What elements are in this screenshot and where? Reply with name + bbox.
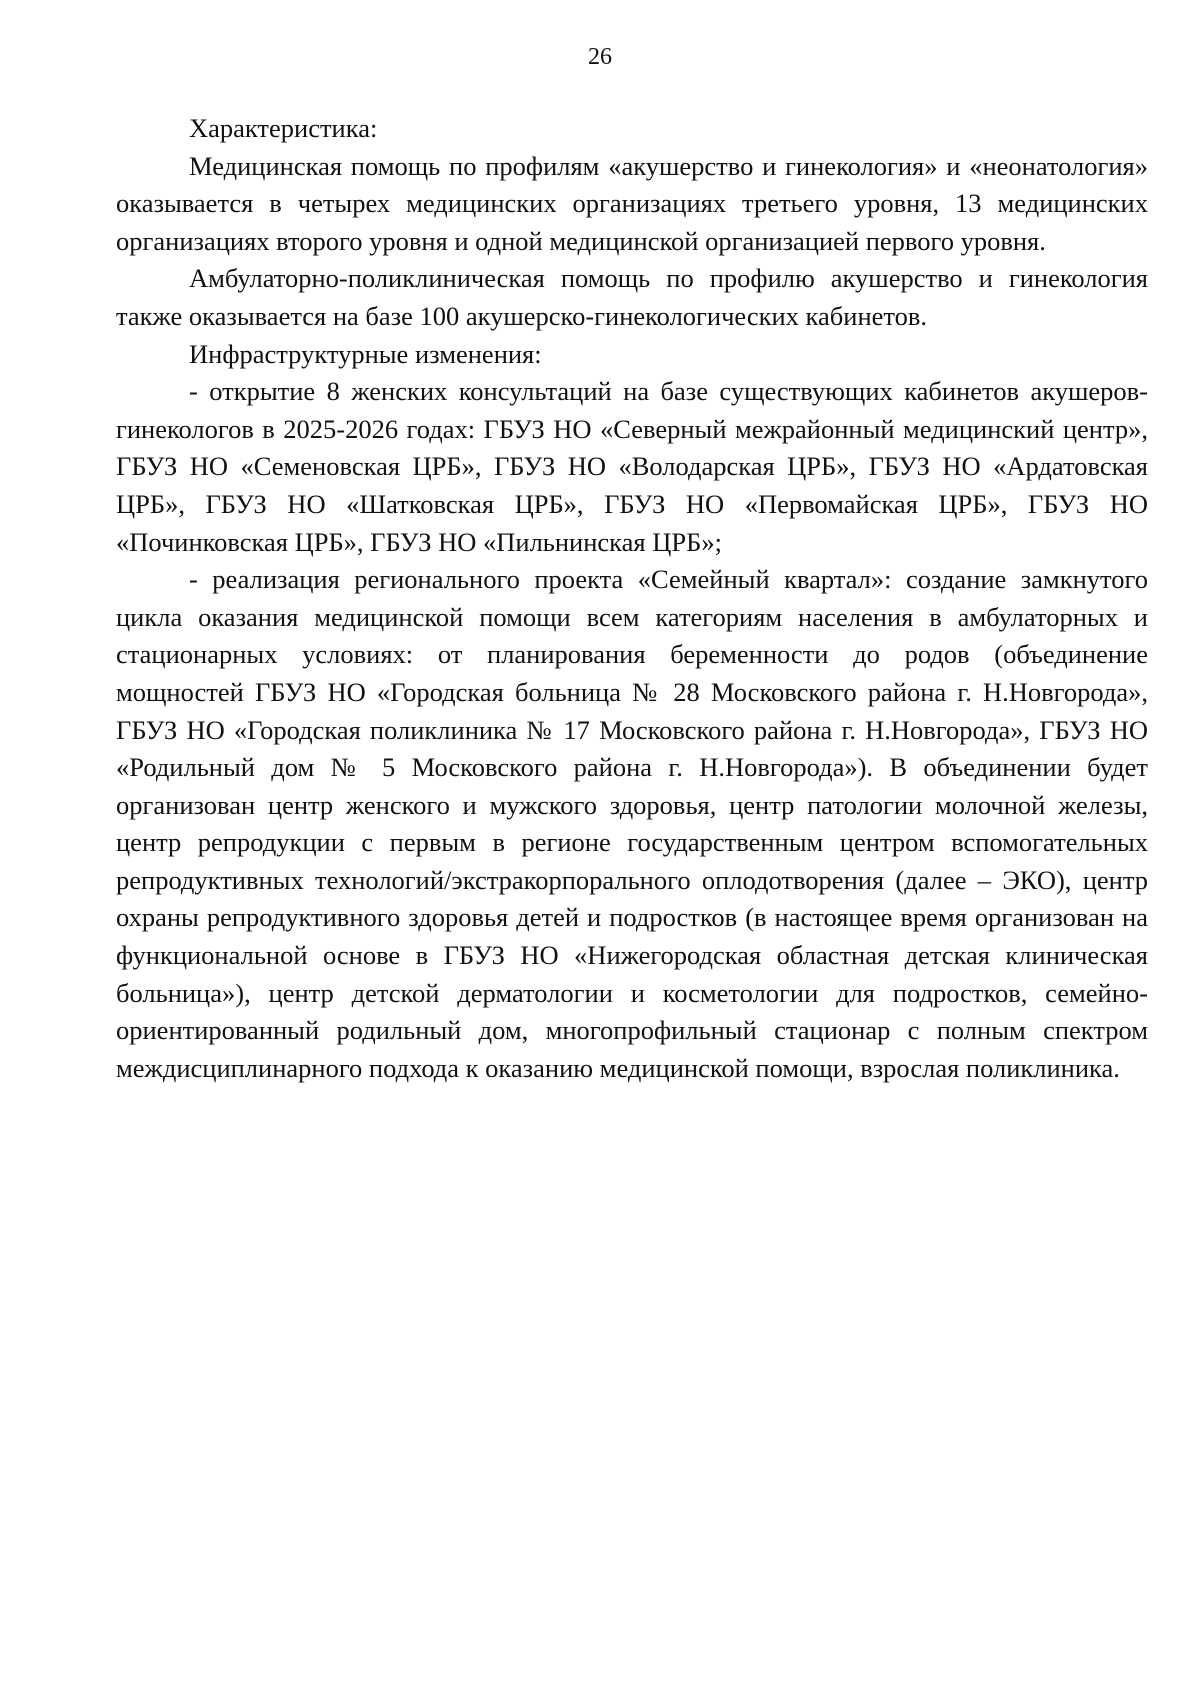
paragraph-characteristic-heading: Характеристика: (189, 113, 378, 143)
paragraph-women-consultations: - открытие 8 женских консультаций на базе существующих кабинетов акушеров-гинекологов в 2025-2026 годах: ГБУЗ НО «Северный межрайонный медицинский центр», ГБУЗ НО «Семеновская ЦРБ», ГБУЗ НО «Володарская ЦРБ», ГБУЗ НО «Ардатовская ЦРБ», ГБУЗ НО «Шатковская ЦРБ», ГБУЗ НО «Первомайская ЦРБ», ГБУЗ НО «Починковская ЦРБ», ГБУЗ НО «Пильнинская ЦРБ»; (116, 376, 1148, 557)
paragraph-family-quarter-project: - реализация регионального проекта «Семейный квартал»: создание замкнутого цикла оказания медицинской помощи всем категориям населения в амбулаторных и стационарных условиях: от планирования беременности до родов (объединение мощностей ГБУЗ НО «Городская больница № 28 Московского района г. Н.Новгорода», ГБУЗ НО «Городская поликлиника № 17 Московского района г. Н.Новгорода», ГБУЗ НО «Родильный дом № 5 Московского района г. Н.Новгорода»). В объединении будет организован центр женского и мужского здоровья, центр патологии молочной железы, центр репродукции с первым в регионе государственным центром вспомогательных репродуктивных технологий/экстракорпорального оплодотворения (далее – ЭКО), центр охраны репродуктивного здоровья детей и подростков (в настоящее время организован на функциональной основе в ГБУЗ НО «Нижегородская областная детская клиническая больница»), центр детской дерматологии и косметологии для подростков, семейно-ориентированный родильный дом, многопрофильный стационар с полным спектром междисциплинарного подхода к оказанию медицинской помощи, взрослая поликлиника. (116, 564, 1148, 1083)
paragraph-infrastructure-heading: Инфраструктурные изменения: (189, 338, 542, 369)
paragraph-outpatient-care: Амбулаторно-поликлиническая помощь по профилю акушерство и гинекология также оказывается на базе 100 акушерско-гинекологических кабинетов. (116, 263, 1148, 331)
page-number: 26 (588, 44, 612, 70)
paragraph-medical-care-levels: Медицинская помощь по профилям «акушерство и гинекология» и «неонатология» оказывается в четырех медицинских организациях третьего уровня, 13 медицинских организациях второго уровня и одной медицинской организацией первого уровня. (116, 150, 1148, 256)
document-body (116, 110, 1148, 1087)
